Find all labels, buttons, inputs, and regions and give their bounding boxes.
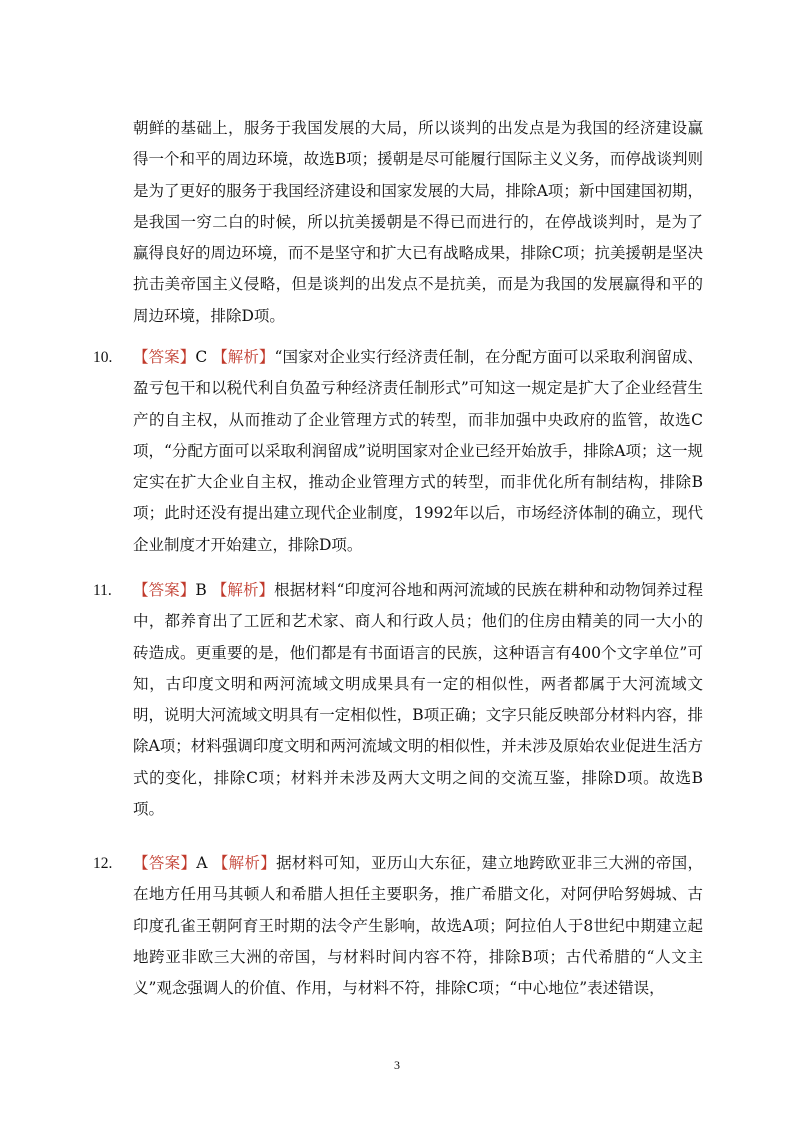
answer-tag: 【答案】 [133, 581, 196, 599]
continued-paragraph: 朝鲜的基础上，服务于我国发展的大局，所以谈判的出发点是为我国的经济建设赢得一个和平的周边环境，故选B项；援朝是尽可能履行国际主义义务，而停战谈判则是为了更好的服务于我国经济建设和国家发展的大局，排除A项；新中国建国初期，是我国一穷二白的时候，所以抗美援朝是不得已而进行的，在停战谈判时，是为了赢得良好的周边环境，而不是坚守和扩大已有战略成果，排除C项；抗美援朝是坚决抗击美帝国主义侵略，但是谈判的出发点不是抗美，而是为我国的发展赢得和平的周边环境，排除D项。 [133, 119, 703, 325]
item-body [133, 848, 703, 1004]
answer-item-11 [93, 575, 703, 825]
item-number: 11. [93, 582, 112, 599]
item-body [133, 575, 703, 825]
item-number: 10. [93, 349, 113, 366]
answer-choice: B [195, 581, 207, 599]
analysis-tag: 【解析】 [212, 854, 277, 872]
answer-item-12 [93, 848, 703, 1004]
analysis-tag: 【解析】 [212, 348, 275, 366]
analysis-text: “国家对企业实行经济责任制，在分配方面可以采取利润留成、盈亏包干和以税代利自负盈亏种经济责任制形式”可知这一规定是扩大了企业经营生产的自主权，从而推动了企业管理方式的转型，而非加强中央政府的监管，故选C项，“分配方面可以采取利润留成”说明国家对企业已经开始放手，排除A项；这一规定实在扩大企业自主权，推动企业管理方式的转型，而非优化所有制结构，排除B项；此时还没有提出建立现代企业制度，1992年以后，市场经济体制的确立，现代企业制度才开始建立，排除D项。 [133, 348, 703, 554]
item-body [133, 342, 703, 561]
answer-tag: 【答案】 [133, 348, 196, 366]
analysis-text: 根据材料“印度河谷地和两河流域的民族在耕种和动物饲养过程中，都养育出了工匠和艺术家、商人和行政人员；他们的住房由精美的同一大小的砖造成。更重要的是，他们都是有书面语言的民族，这种语言有400个文字单位”可知，古印度文明和两河流域文明成果具有一定的相似性，两者都属于大河流域文明，说明大河流域文明具有一定相似性，B项正确；文字只能反映部分材料内容，排除A项；材料强调印度文明和两河流域文明的相似性，并未涉及原始农业促进生活方式的变化，排除C项；材料并未涉及两大文明之间的交流互鉴，排除D项。故选B项。 [133, 581, 703, 819]
answer-item-10 [93, 342, 703, 561]
page-number: 3 [394, 1058, 400, 1072]
answer-choice: A [196, 854, 208, 872]
answer-tag: 【答案】 [133, 854, 197, 872]
analysis-tag: 【解析】 [211, 581, 275, 599]
item-number: 12. [93, 855, 113, 872]
answer-choice: C [195, 348, 208, 366]
analysis-text: 据材料可知，亚历山大东征，建立地跨欧亚非三大洲的帝国，在地方任用马其顿人和希腊人担任主要职务，推广希腊文化，对阿伊哈努姆城、古印度孔雀王朝阿育王时期的法令产生影响，故选A项；阿拉伯人于8世纪中期建立起地跨亚非欧三大洲的帝国，与材料时间内容不符，排除B项；古代希腊的“人文主义”观念强调人的价值、作用，与材料不符，排除C项；“中心地位”表述错误， [133, 854, 703, 998]
